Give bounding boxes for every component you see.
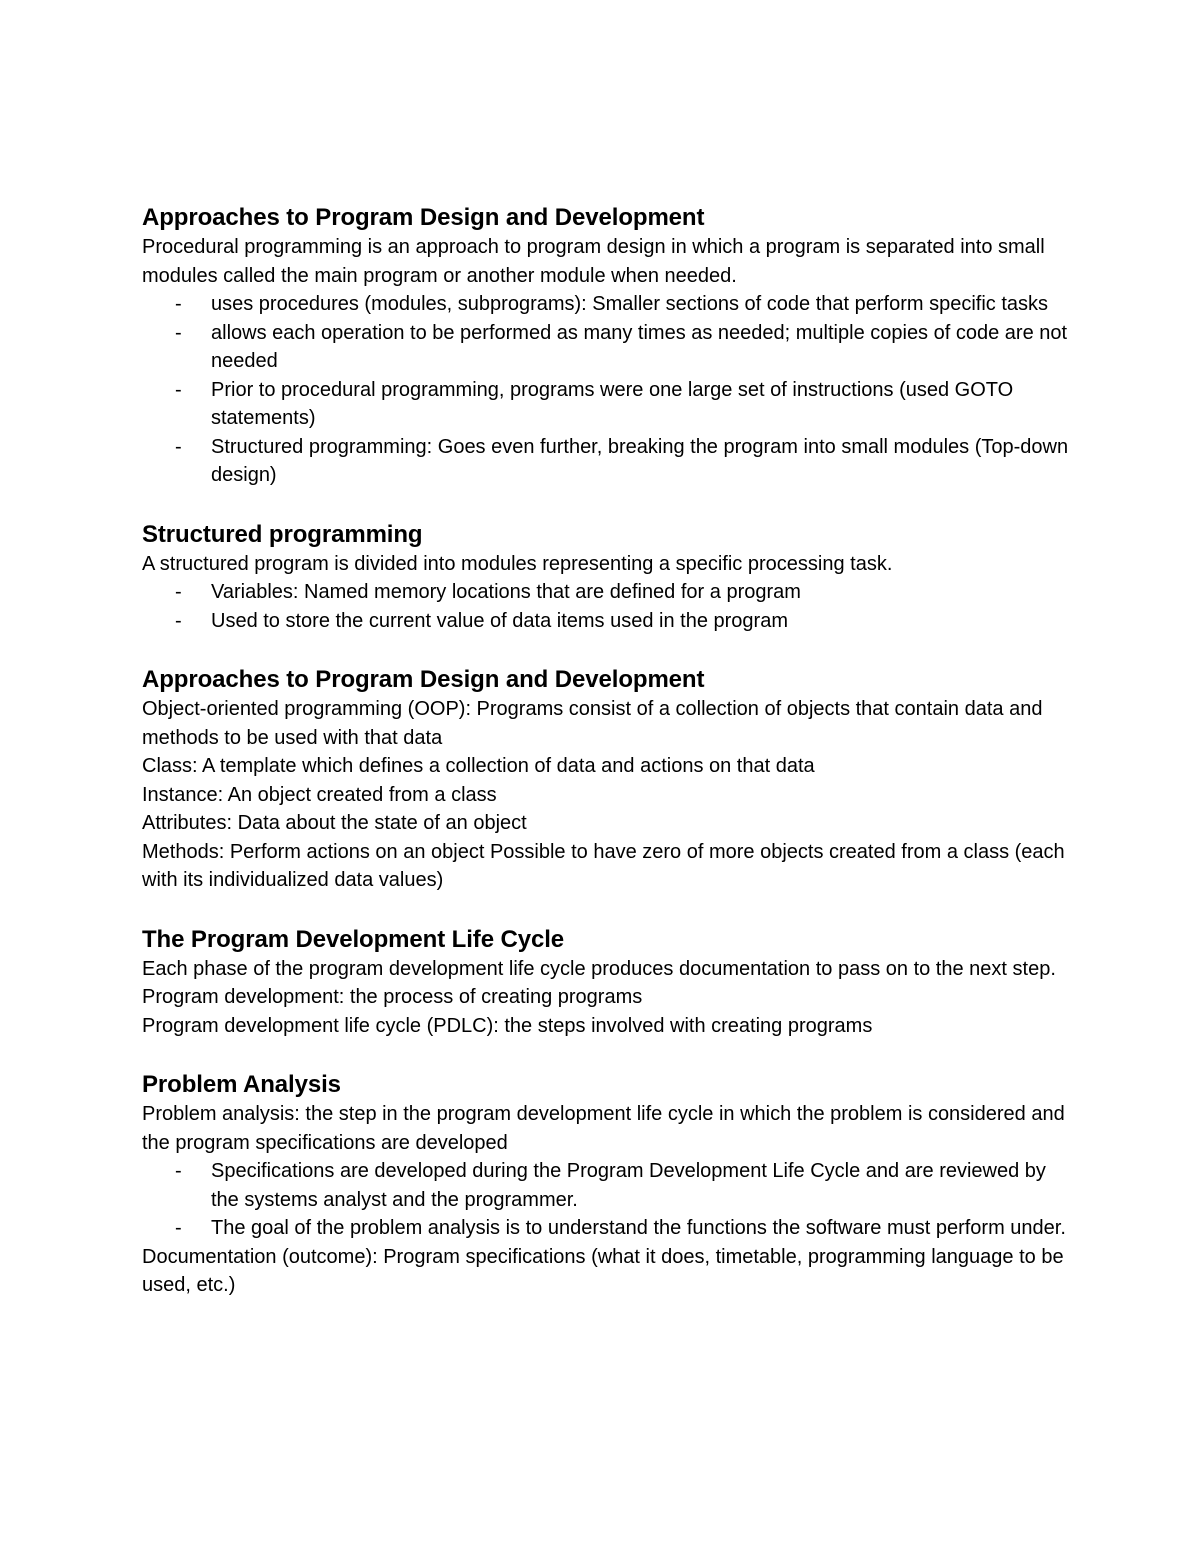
section-heading: The Program Development Life Cycle [142, 925, 565, 953]
section-object-oriented-programming [142, 665, 1072, 895]
document-page [142, 203, 1072, 1300]
section-program-development-life-cycle [142, 925, 1072, 1041]
paragraph: Procedural programming is an approach to program design in which a program is separated into small modules called the main program or another module when needed. [142, 236, 1045, 287]
paragraph: Program development life cycle (PDLC): the steps involved with creating programs [142, 1014, 873, 1037]
section-problem-analysis [142, 1070, 1072, 1300]
paragraph: A structured program is divided into modules representing a specific processing task. [142, 552, 893, 575]
bullet-list [142, 1157, 1072, 1243]
list-item-text: Variables: Named memory locations that are defined for a program [211, 581, 801, 603]
section-heading: Structured programming [142, 520, 423, 548]
list-item [142, 1214, 1072, 1243]
bullet-dash: - [175, 1217, 182, 1239]
paragraph: Methods: Perform actions on an object Possible to have zero of more objects created from a class (each with its individualized data values) [142, 840, 1065, 891]
paragraph: Documentation (outcome): Program specifications (what it does, timetable, programming language to be used, etc.) [142, 1245, 1064, 1296]
list-item [142, 578, 1072, 607]
paragraph: Problem analysis: the step in the program development life cycle in which the problem is considered and the program specifications are developed [142, 1103, 1065, 1154]
bullet-dash: - [175, 581, 182, 603]
list-item-text: allows each operation to be performed as many times as needed; multiple copies of code are not needed [211, 321, 1068, 372]
paragraph: Instance: An object created from a class [142, 783, 497, 806]
bullet-dash: - [175, 321, 182, 344]
list-item [142, 290, 1072, 319]
section-heading: Problem Analysis [142, 1071, 341, 1098]
paragraph: Attributes: Data about the state of an object [142, 812, 527, 834]
section-heading: Approaches to Program Design and Development [142, 204, 705, 231]
list-item-text: Used to store the current value of data items used in the program [211, 609, 788, 632]
bullet-dash: - [175, 378, 182, 401]
list-item [142, 607, 1072, 636]
list-item [142, 376, 1072, 433]
list-item [142, 319, 1072, 376]
list-item-text: Prior to procedural programming, programs were one large set of instructions (used GOTO statements) [211, 378, 1014, 429]
section-procedural-programming [142, 203, 1072, 490]
list-item [142, 1157, 1072, 1214]
paragraph: Object-oriented programming (OOP): Programs consist of a collection of objects that contain data and methods to be used with that data [142, 698, 1043, 749]
list-item-text: Specifications are developed during the Program Development Life Cycle and are reviewed by the systems analyst and the programmer. [211, 1160, 1046, 1211]
bullet-dash: - [175, 435, 182, 458]
section-heading: Approaches to Program Design and Development [142, 666, 705, 693]
bullet-list [142, 578, 1072, 635]
bullet-dash: - [175, 609, 182, 632]
list-item-text: The goal of the problem analysis is to understand the functions the software must perform under. [211, 1217, 1066, 1239]
list-item [142, 433, 1072, 490]
paragraph: Program development: the process of creating programs [142, 986, 643, 1008]
bullet-dash: - [175, 293, 182, 315]
list-item-text: uses procedures (modules, subprograms): Smaller sections of code that perform specific tasks [211, 293, 1049, 315]
list-item-text: Structured programming: Goes even further, breaking the program into small modules (Top-down design) [211, 435, 1069, 486]
bullet-list [142, 290, 1072, 490]
paragraph: Class: A template which defines a collection of data and actions on that data [142, 755, 815, 777]
bullet-dash: - [175, 1160, 182, 1182]
paragraph: Each phase of the program development life cycle produces documentation to pass on to the next step. [142, 957, 1056, 980]
section-structured-programming [142, 520, 1072, 636]
